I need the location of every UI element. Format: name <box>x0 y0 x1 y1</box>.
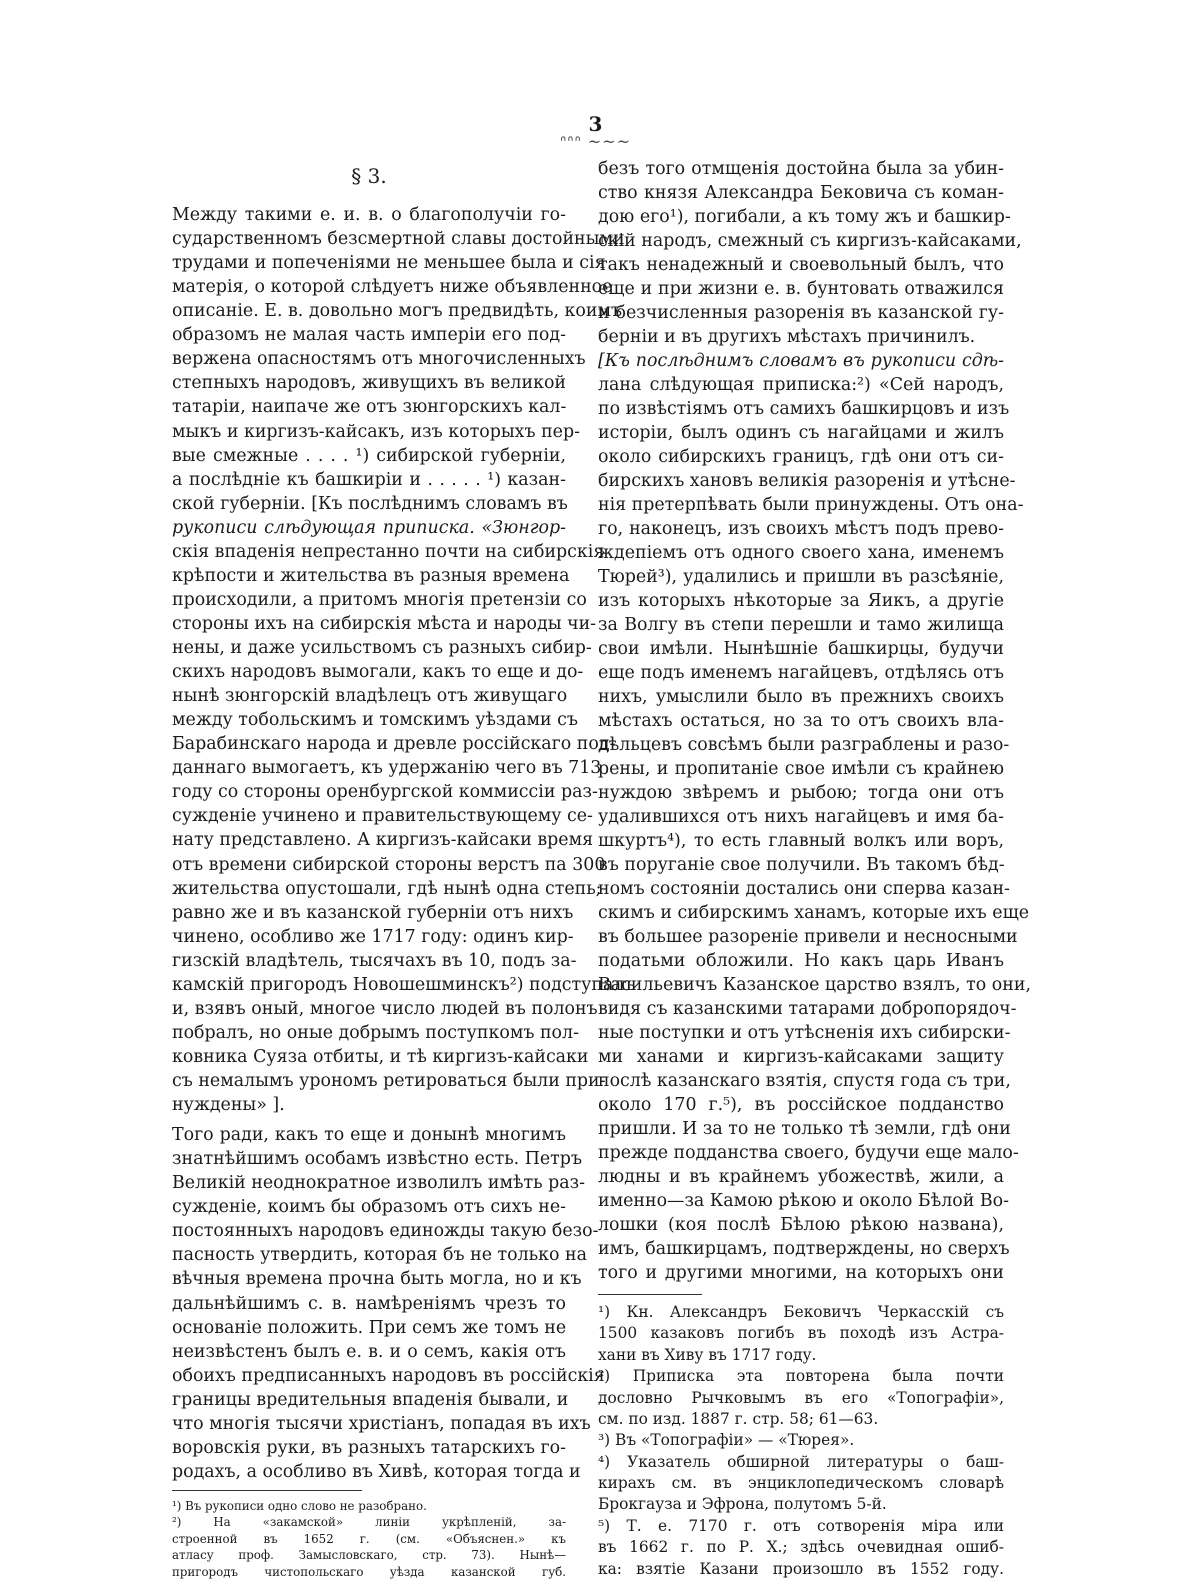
body-line: мыкъ и киргизъ-кайсакъ, изъ которыхъ пер- <box>172 421 580 442</box>
body-line: границы вредительныя впаденія бывали, и <box>172 1389 569 1410</box>
footnote-line: хани въ Хиву въ 1717 году. <box>598 1345 817 1364</box>
body-line: лана слѣдующая приписка:²) «Сей народъ, <box>598 375 1004 395</box>
body-line: обоихъ предписанныхъ народовъ въ россійскія <box>172 1365 605 1386</box>
body-line: рены, и пропитаніе свое имѣли съ крайнею <box>598 759 1004 779</box>
body-line: еще и при жизни е. в. бунтовать отважился <box>598 279 1004 299</box>
body-line: пришли. И за то не только тѣ земли, гдѣ они <box>598 1119 1011 1139</box>
body-line: нихъ, умыслили было въ прежнихъ своихъ <box>598 687 1004 707</box>
right-footnote-rule <box>598 1294 702 1295</box>
footnote-line: дословно Рычковымъ въ его «Топографіи», <box>598 1388 1004 1407</box>
body-line: и, взявъ оный, многое число людей въ полонъ <box>172 998 598 1019</box>
body-line: основаніе положить. При семъ же томъ не <box>172 1317 567 1338</box>
body-line: скимъ и сибирскимъ ханамъ, которые ихъ еще <box>598 903 1030 923</box>
body-line: бирскихъ хановъ великія разоренія и утѣсне- <box>598 471 1016 491</box>
body-line: стороны ихъ на сибирскія мѣста и народы чи- <box>172 613 597 634</box>
body-line: исторіи, былъ одинъ съ нагайцами и жилъ <box>598 423 1004 443</box>
body-line: по извѣстіямъ отъ самихъ башкирцовъ и изъ <box>598 399 1010 419</box>
footnote-line: атласу проф. Замысловскаго, стр. 73). Нынѣ— <box>172 1548 566 1563</box>
body-line: еще подъ именемъ нагайцевъ, отдѣлясь отъ <box>598 663 1004 683</box>
body-line: чинено, особливо же 1717 году: одинъ кир- <box>172 926 574 947</box>
body-line: степныхъ народовъ, живущихъ въ великой <box>172 373 566 394</box>
body-line: за Волгу въ степи перешли и тамо жилища <box>598 615 1004 635</box>
body-line: знатнѣйшимъ особамъ извѣстно есть. Петръ <box>172 1149 583 1170</box>
page-ornament: ᐢᐢᐢ ~~~ <box>560 132 631 151</box>
footnote-line: ка: взятіе Казани произошло въ 1552 году. <box>598 1559 1004 1578</box>
body-line: съ немалымъ урономъ ретироваться были при- <box>172 1071 606 1092</box>
body-line: ждепіемъ отъ одного своего хана, именемъ <box>598 543 1004 563</box>
footnote-line: Брокгауза и Эфрона, полутомъ 5-й. <box>598 1495 887 1514</box>
body-line: около сибирскихъ границъ, гдѣ они отъ си- <box>598 447 1004 467</box>
body-line: что многія тысячи христіанъ, попадая въ ихъ <box>172 1413 591 1434</box>
body-line: именно—за Камою рѣкою и около Бѣлой Во- <box>598 1191 1009 1211</box>
body-line: берніи и въ другихъ мѣстахъ причинилъ. <box>598 327 976 347</box>
body-line: сударственномъ безсмертной славы достойными <box>172 229 625 250</box>
body-line: году со стороны оренбургской коммиссіи раз- <box>172 782 598 803</box>
body-line: такъ ненадежный и своевольный былъ, что <box>598 255 1004 275</box>
body-line: около 170 г.⁵), въ россійское подданство <box>598 1095 1004 1115</box>
body-line: прежде подданства своего, будучи еще мало- <box>598 1143 1019 1163</box>
body-line: образомъ не малая часть имперіи его под- <box>172 325 566 346</box>
footnote-line: кирахъ см. въ энциклопедическомъ словарѣ <box>598 1474 1004 1493</box>
body-line: шкуртъ⁴), то есть главный волкъ или воръ, <box>598 831 1004 851</box>
body-line: вѣчныя времена прочна быть могла, но и къ <box>172 1269 582 1290</box>
body-line: [Къ послѣднимъ словамъ въ рукописи сдѣ- <box>598 351 1004 371</box>
body-line: татаріи, наипаче же отъ зюнгорскихъ кал- <box>172 397 567 418</box>
body-line: скія впаденія непрестанно почти на сибирскія <box>172 541 605 562</box>
body-line: нены, и даже усильствомъ съ разныхъ сибир- <box>172 638 592 659</box>
body-line: неизвѣстенъ былъ е. в. и о семъ, какія отъ <box>172 1341 566 1362</box>
body-line: податьми обложили. Но какъ царь Иванъ <box>598 951 1004 971</box>
footnote-line: пригородъ чистопольскаго уѣзда казанской губ. <box>172 1564 566 1579</box>
body-line: ство князя Александра Бековича съ коман- <box>598 183 1004 203</box>
body-line: дальнѣйшимъ с. в. намѣреніямъ чрезъ то <box>172 1293 566 1314</box>
body-line: го, наконецъ, изъ своихъ мѣстъ подъ прево- <box>598 519 1004 539</box>
page-number: 3 <box>588 112 603 136</box>
body-line: матерія, о которой слѣдуетъ ниже объявленное <box>172 277 613 298</box>
body-line: скихъ народовъ вымогали, какъ то еще и до- <box>172 662 584 683</box>
body-line: нуждены» ]. <box>172 1095 285 1116</box>
body-line: жительства опустошали, гдѣ нынѣ одна степь; <box>172 878 602 899</box>
body-line: безъ того отмщенія достойна была за убин- <box>598 159 1004 179</box>
body-line: между тобольскимъ и томскимъ уѣздами съ <box>172 710 578 731</box>
body-line: воровскія руки, въ разныхъ татарскихъ го- <box>172 1437 566 1458</box>
body-line: того и другими многими, на которыхъ они <box>598 1263 1004 1283</box>
body-line: изъ которыхъ нѣкоторые за Яикъ, а другіе <box>598 591 1004 611</box>
body-line: ные поступки и отъ утѣсненія ихъ сибирски- <box>598 1023 1011 1043</box>
footnote-line: ²) На «закамской» линіи укрѣпленій, за- <box>172 1515 566 1530</box>
footnote-line: ¹) Кн. Александръ Бековичъ Черкасскій съ <box>598 1303 1004 1321</box>
body-line: Того ради, какъ то еще и донынѣ многимъ <box>172 1125 566 1146</box>
body-line: Великій неоднократное изволилъ имѣть раз- <box>172 1173 585 1194</box>
body-line: нынѣ зюнгорскій владѣлецъ отъ живущаго <box>172 686 568 707</box>
body-line: нуждою звѣремъ и рыбою; тогда они отъ <box>598 783 1004 803</box>
footnote-line: ¹) Въ рукописи одно слово не разобрано. <box>172 1499 427 1513</box>
body-line: Тюрей³), удалились и пришли въ разсѣяніе, <box>598 567 1004 587</box>
body-line: вые смежные . . . . ¹) сибирской губерніи, <box>172 445 566 466</box>
body-line: Васильевичъ Казанское царство взялъ, то они, <box>598 975 1031 995</box>
body-line: рукописи слѣдующая приписка. «Зюнгор- <box>172 517 566 538</box>
body-line: вержена опасностямъ отъ многочисленныхъ <box>172 349 586 370</box>
body-line: нія претерпѣвать были принуждены. Отъ она- <box>598 495 1024 515</box>
body-line: въ поруганіе свое получили. Въ такомъ бѣд- <box>598 855 1005 875</box>
body-line: родахъ, а особливо въ Хивѣ, которая тогда и <box>172 1461 581 1482</box>
body-line: побралъ, но оные добрымъ поступкомъ пол- <box>172 1022 579 1043</box>
body-line: номъ состояніи достались они сперва казан- <box>598 879 1010 899</box>
body-line: сужденіе, коимъ бы образомъ отъ сихъ не- <box>172 1197 566 1218</box>
body-line: дою его¹), погибали, а къ тому жъ и башкир- <box>598 207 1011 227</box>
footnote-line: строенной въ 1652 г. (см. «Объяснен.» къ <box>172 1531 566 1546</box>
body-line: происходили, а притомъ многія претензіи со <box>172 589 587 610</box>
section-heading: § 3. <box>351 164 387 188</box>
body-line: равно же и въ казанской губерніи отъ нихъ <box>172 902 574 923</box>
body-line: ковника Суяза отбиты, и тѣ киргизъ-кайсаки <box>172 1046 589 1067</box>
body-line: людны и въ крайнемъ убожествѣ, жили, а <box>598 1167 1004 1187</box>
footnote-line: см. по изд. 1887 г. стр. 58; 61—63. <box>598 1409 879 1428</box>
footnote-line: ³) Въ «Топографіи» — «Тюрея». <box>598 1431 855 1450</box>
body-line: постоянныхъ народовъ единожды такую безо- <box>172 1221 599 1242</box>
body-line: описаніе. Е. в. довольно могъ предвидѣть, коимъ <box>172 301 623 322</box>
body-line: и безчисленныя разоренія въ казанской гу- <box>598 303 1004 323</box>
body-line: скій народъ, смежный съ киргизъ-кайсаками, <box>598 231 1022 251</box>
body-line: свои имѣли. Нынѣшніе башкирцы, будучи <box>598 639 1004 659</box>
body-line: пасность утвердить, которая бъ не только на <box>172 1245 587 1266</box>
footnote-line: ⁵) Т. е. 7170 г. отъ сотворенія міра или <box>598 1516 1004 1535</box>
body-line: Барабинскаго народа и древле россійскаго под- <box>172 734 616 755</box>
footnote-line: ²) Приписка эта повторена была почти <box>598 1367 1004 1386</box>
body-line: даннаго вымогаетъ, къ удержанію чего въ 713 <box>172 758 602 779</box>
body-line: камскій пригородъ Новошешминскъ²) подступалъ <box>172 974 636 995</box>
body-line: дѣльцевъ совсѣмъ были разграблены и разо- <box>598 735 1010 755</box>
body-line: удалившихся отъ нихъ нагайцевъ и имя ба- <box>598 807 1004 827</box>
footnote-line: 1500 казаковъ погибъ въ походѣ изъ Астра- <box>598 1324 1004 1343</box>
body-line: крѣпости и жительства въ разныя времена <box>172 565 570 586</box>
footnote-line: ⁴) Указатель обширной литературы о баш- <box>598 1452 1004 1471</box>
footnote-line: въ 1662 г. по Р. Х.; здѣсь очевидная ошиб- <box>598 1538 1004 1557</box>
left-footnote-rule <box>172 1490 362 1491</box>
body-line: ской губерніи. [Къ послѣднимъ словамъ въ <box>172 493 568 514</box>
body-line: лошки (коя послѣ Бѣлою рѣкою названа), <box>598 1215 1004 1235</box>
body-line: Между такими е. и. в. о благополучіи го- <box>172 205 566 225</box>
body-line: имъ, башкирцамъ, подтверждены, но сверхъ <box>598 1239 1010 1259</box>
body-line: гизскій владѣтель, тысячахъ въ 10, подъ за- <box>172 950 577 971</box>
body-line: отъ времени сибирской стороны верстъ па 300 <box>172 854 606 875</box>
body-line: послѣ казанскаго взятія, спустя года съ три, <box>598 1071 1011 1091</box>
body-line: сужденіе учинено и правительствующему се- <box>172 806 593 827</box>
body-line: нату представлено. А киргизъ-кайсаки время <box>172 830 594 851</box>
body-line: ми ханами и киргизъ-кайсаками защиту <box>598 1047 1004 1067</box>
body-line: трудами и попеченіями не меньшее была и сія <box>172 253 606 274</box>
body-line: видя съ казанскими татарами добропорядоч- <box>598 999 1017 1019</box>
body-line: мѣстахъ остаться, но за то отъ своихъ вла- <box>598 711 1004 731</box>
body-line: въ большее разореніе привели и несносными <box>598 927 1018 947</box>
body-line: а послѣдніе къ башкиріи и . . . . . ¹) казан- <box>172 469 566 490</box>
